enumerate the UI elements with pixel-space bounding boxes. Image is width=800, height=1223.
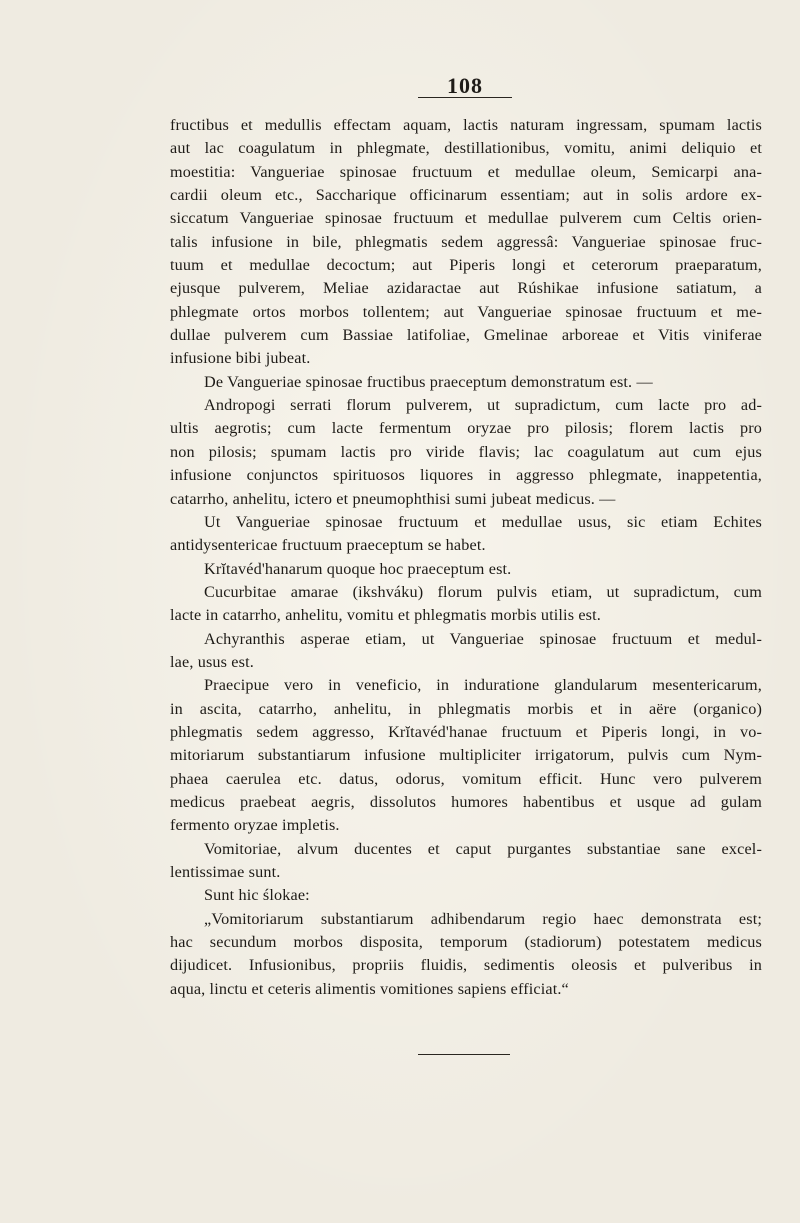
text-line: fermento oryzae impletis. bbox=[170, 816, 340, 835]
text-line: Krĭtavéd'hanarum quoque hoc praeceptum est. bbox=[204, 559, 512, 578]
text-line: mitoriarum substantiarum infusione multipliciter irrigatorum, pulvis cum Nym- bbox=[170, 746, 762, 765]
text-line: Achyranthis asperae etiam, ut Vangueriae spinosae fructuum et medul- bbox=[204, 629, 762, 648]
text-line: aut lac coagulatum in phlegmate, destillationibus, vomitu, animi deliquio et bbox=[170, 139, 762, 158]
text-line: Sunt hic ślokae: bbox=[204, 886, 310, 905]
text-line: lacte in catarrho, anhelitu, vomitu et phlegmatis morbis utilis est. bbox=[170, 606, 601, 625]
text-line: De Vangueriae spinosae fructibus praeceptum demonstratum est. — bbox=[204, 372, 653, 391]
text-line: Cucurbitae amarae (ikshváku) florum pulvis etiam, ut supradictum, cum bbox=[204, 582, 762, 601]
page-number: 108 bbox=[447, 73, 483, 98]
text-line: ejusque pulverem, Meliae azidaractae aut Rúshikae infusione satiatum, a bbox=[170, 279, 762, 298]
text-line: moestitia: Vangueriae spinosae fructuum et medullae oleum, Semicarpi ana- bbox=[170, 162, 762, 181]
text-line: Vomitoriae, alvum ducentes et caput purgantes substantiae sane excel- bbox=[204, 839, 762, 858]
end-rule bbox=[418, 1054, 510, 1055]
text-line: fructibus et medullis effectam aquam, lactis naturam ingressam, spumam lactis bbox=[170, 116, 762, 134]
text-line: cardii oleum etc., Saccharique officinarum essentiam; aut in solis ardore ex- bbox=[170, 186, 762, 205]
body-text bbox=[170, 114, 762, 1001]
text-line: phaea caerulea etc. datus, odorus, vomitum efficit. Hunc vero pulverem bbox=[170, 769, 762, 788]
text-line: Andropogi serrati florum pulverem, ut supradictum, cum lacte pro ad- bbox=[204, 396, 762, 415]
text-line: phlegmatis sedem aggresso, Krĭtavéd'hanae fructuum et Piperis longi, in vo- bbox=[170, 722, 762, 741]
text-line: in ascita, catarrho, anhelitu, in phlegmatis morbis et in aëre (organico) bbox=[170, 699, 762, 718]
text-line: infusione bibi jubeat. bbox=[170, 349, 311, 368]
text-line: lae, usus est. bbox=[170, 652, 254, 671]
text-line: ultis aegrotis; cum lacte fermentum oryzae pro pilosis; florem lactis pro bbox=[170, 419, 762, 438]
text-line: dullae pulverem cum Bassiae latifoliae, Gmelinae arboreae et Vitis viniferae bbox=[170, 326, 762, 345]
text-line: catarrho, anhelitu, ictero et pneumophthisi sumi jubeat medicus. — bbox=[170, 489, 616, 508]
text-line: non pilosis; spumam lactis pro viride flavis; lac coagulatum aut cum ejus bbox=[170, 442, 762, 461]
text-line: aqua, linctu et ceteris alimentis vomitiones sapiens efficiat.“ bbox=[170, 979, 569, 998]
text-line: hac secundum morbos disposita, temporum (stadiorum) potestatem medicus bbox=[170, 933, 762, 952]
header-rule bbox=[418, 97, 512, 98]
text-line: tuum et medullae decoctum; aut Piperis longi et ceterorum praeparatum, bbox=[170, 256, 762, 275]
text-line: siccatum Vangueriae spinosae fructuum et medullae pulverem cum Celtis orien- bbox=[170, 209, 762, 228]
text-line: talis infusione in bile, phlegmatis sedem aggressâ: Vangueriae spinosae fruc- bbox=[170, 232, 762, 251]
text-line: infusione conjunctos spirituosos liquores in aggresso phlegmate, inappetentia, bbox=[170, 466, 762, 485]
text-line: lentissimae sunt. bbox=[170, 863, 281, 881]
text-line: Praecipue vero in veneficio, in induratione glandularum mesentericarum, bbox=[204, 676, 762, 695]
text-line: dijudicet. Infusionibus, propriis fluidis, sedimentis oleosis et pulveribus in bbox=[170, 956, 762, 975]
text-line: phlegmate ortos morbos tollentem; aut Vangueriae spinosae fructuum et me- bbox=[170, 302, 762, 321]
text-line: antidysentericae fructuum praeceptum se habet. bbox=[170, 536, 486, 555]
text-line: Ut Vangueriae spinosae fructuum et medullae usus, sic etiam Echites bbox=[204, 512, 762, 531]
text-line: medicus praebeat aegris, dissolutos humores habentibus et usque ad gulam bbox=[170, 792, 762, 811]
text-line: „Vomitoriarum substantiarum adhibendarum regio haec demonstrata est; bbox=[204, 909, 762, 928]
